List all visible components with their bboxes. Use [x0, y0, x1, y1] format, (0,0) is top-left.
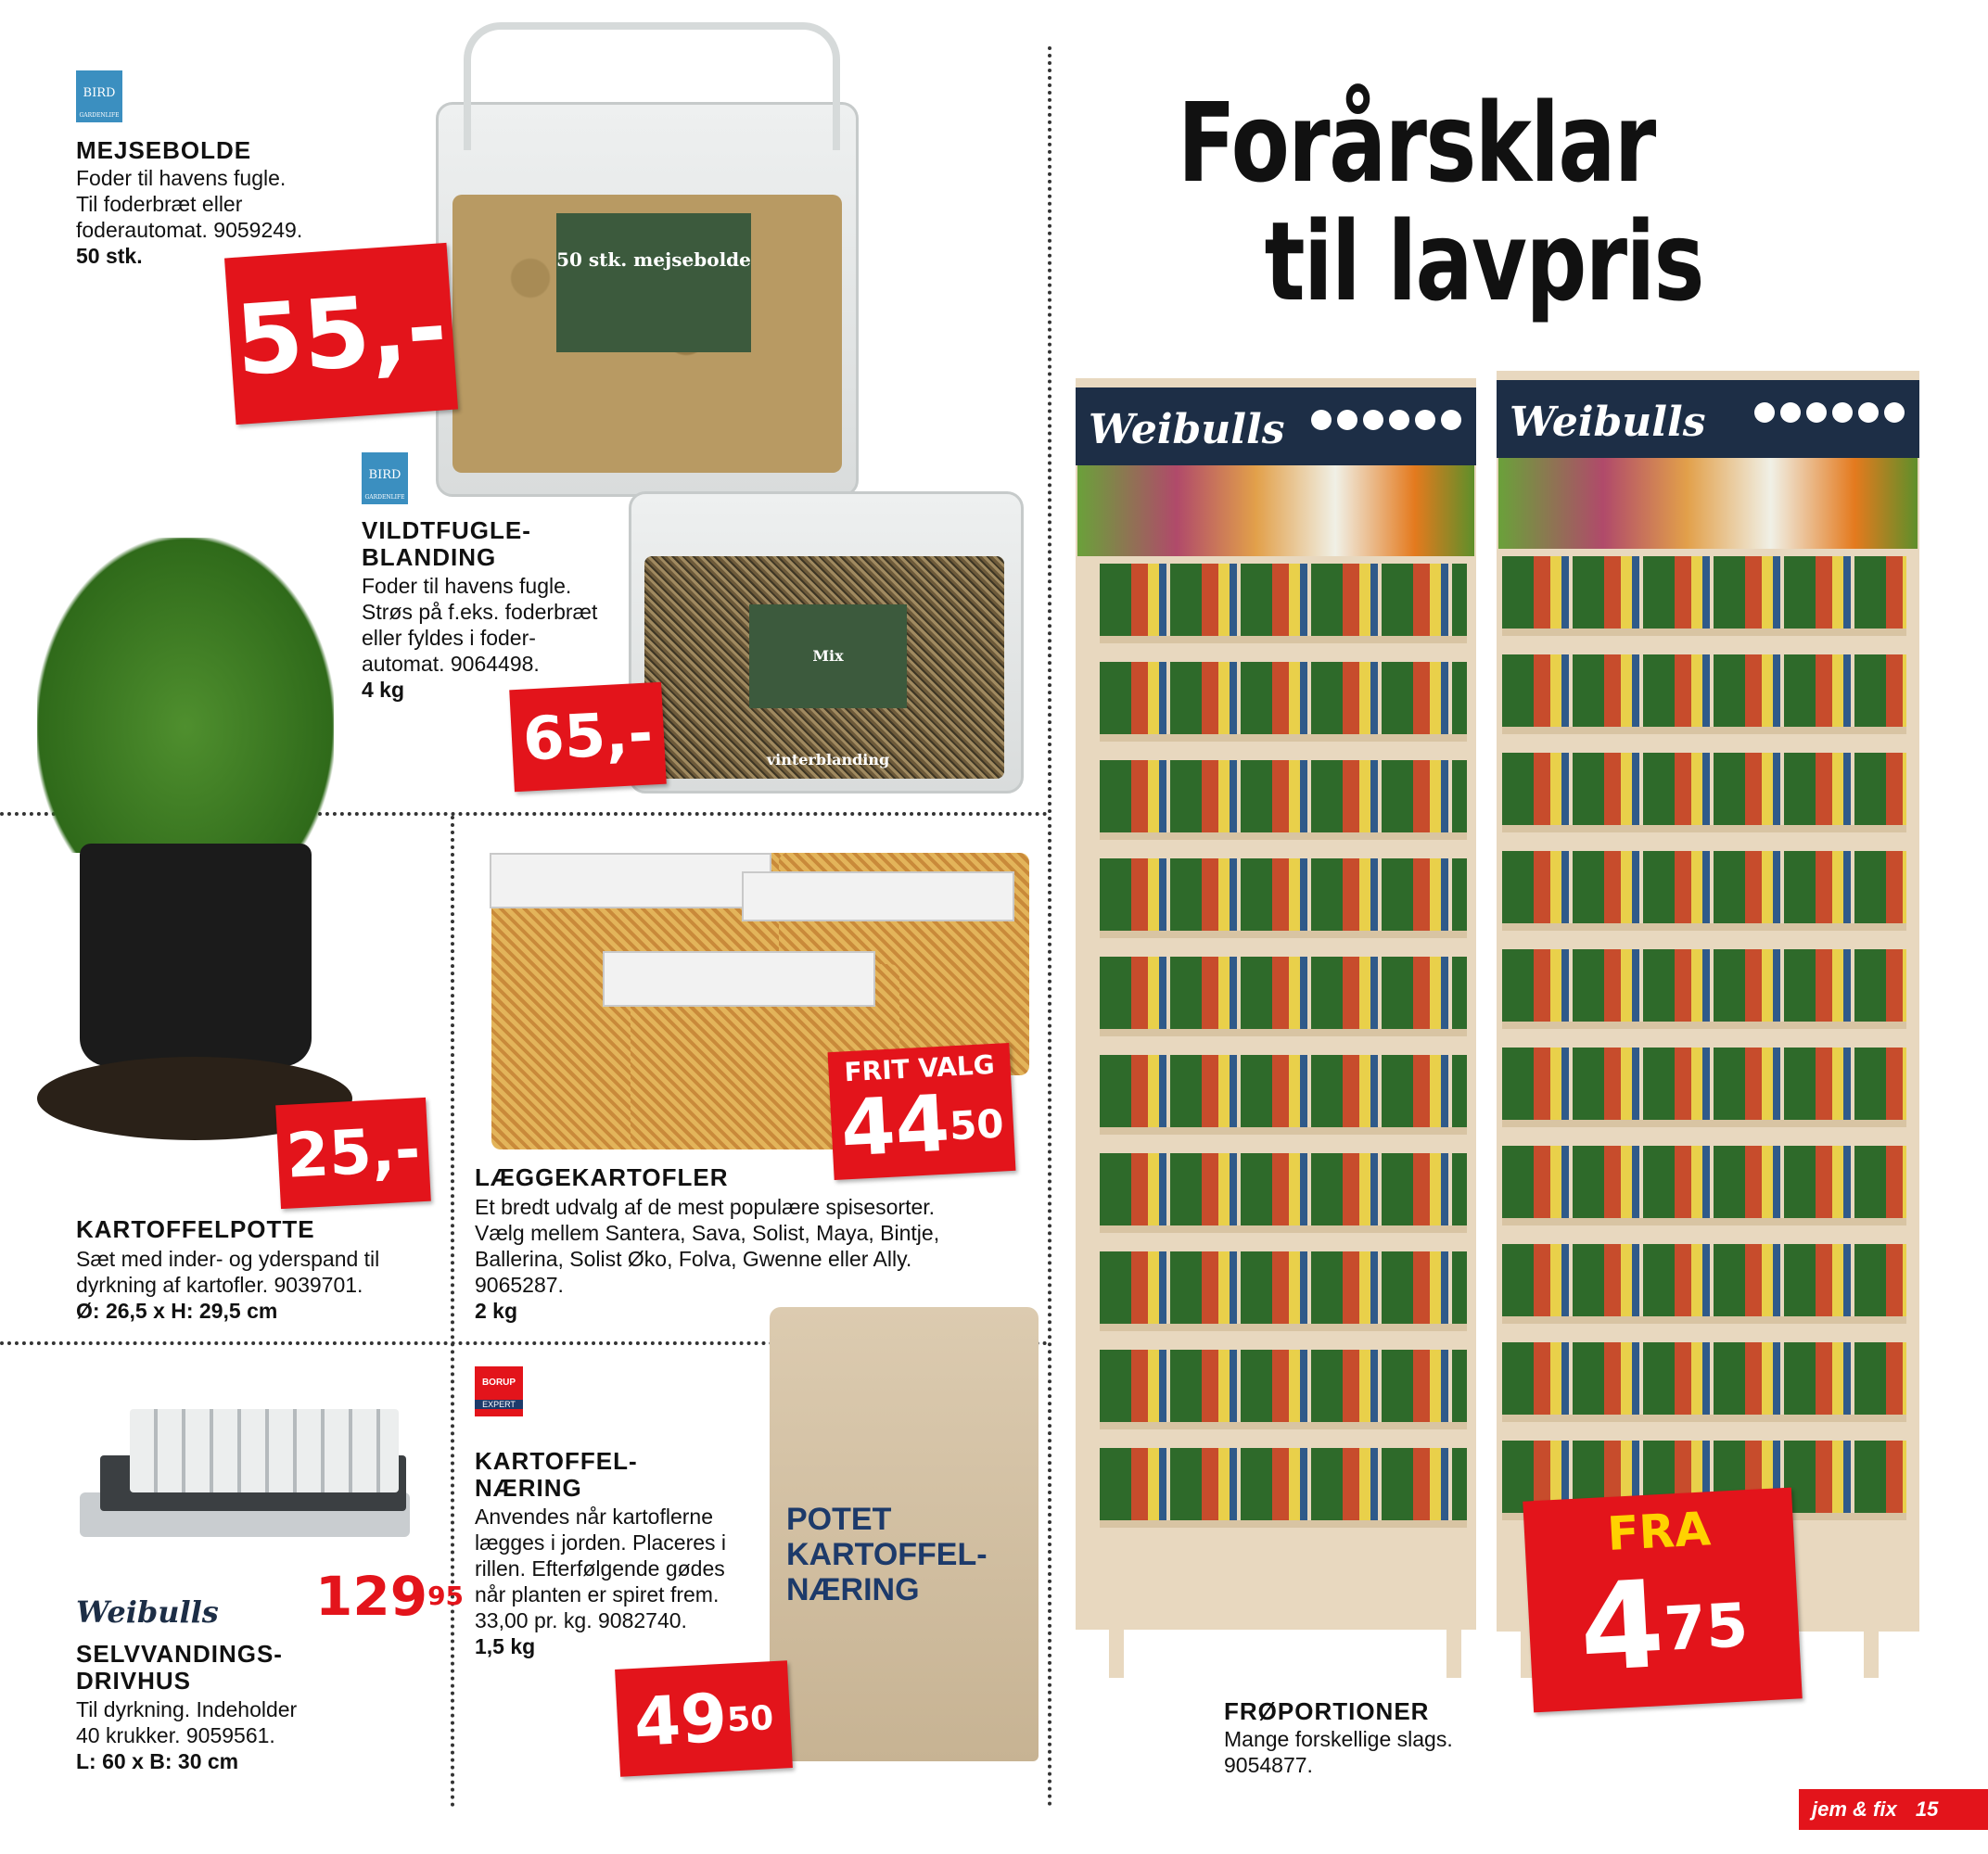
drivhus-description	[76, 1696, 297, 1774]
weibulls-rack-logo: Weibulls	[1089, 406, 1285, 453]
vildtfugle-title	[362, 517, 531, 571]
desc-line: rillen. Efterfølgende gødes	[475, 1556, 725, 1581]
drivhus-title	[76, 1641, 283, 1695]
seed-packet-row	[1502, 1146, 1906, 1225]
price-main: 49	[631, 1678, 730, 1761]
bird-brand-logo	[76, 70, 122, 122]
desc-line: Til dyrkning. Indeholder	[76, 1697, 298, 1721]
vildtfugle-quantity: 4 kg	[362, 678, 405, 702]
vildtfugle-description	[362, 573, 597, 703]
mejsebolde-description	[76, 165, 302, 269]
seed-packet-row	[1502, 654, 1906, 734]
seed-packet-row	[1100, 1153, 1467, 1233]
title-line: SELVVANDINGS-	[76, 1640, 283, 1668]
rack-leg	[1864, 1576, 1879, 1678]
seed-packet-row	[1100, 1448, 1467, 1528]
seed-packet-row	[1502, 949, 1906, 1029]
kartoffelpotte-title: KARTOFFELPOTTE	[76, 1215, 315, 1243]
desc-line: når planten er spiret frem.	[475, 1582, 720, 1606]
bird-brand-subtext: GARDENLIFE	[79, 112, 120, 119]
laeggekartofler-price-tag	[828, 1043, 1016, 1180]
title-line: NÆRING	[475, 1474, 582, 1502]
froportioner-price	[1526, 1552, 1802, 1699]
desc-line: Foder til havens fugle.	[362, 574, 572, 598]
vildtfugle-package-label	[749, 604, 907, 768]
kartoffelpotte-size: Ø: 26,5 x H: 29,5 cm	[76, 1299, 278, 1323]
seed-packet-row	[1100, 564, 1467, 643]
bag-text: POTET KARTOFFEL- NÆRING	[786, 1502, 988, 1607]
kartoffelnaering-quantity: 1,5 kg	[475, 1634, 536, 1658]
desc-line: 9054877.	[1224, 1753, 1313, 1777]
drivhus-price	[315, 1567, 464, 1626]
page-number: 15	[1915, 1797, 1939, 1821]
column-divider	[1048, 46, 1051, 1808]
desc-line: automat. 9064498.	[362, 652, 540, 676]
potato-pot-image	[80, 844, 312, 1066]
package-label-text: 50 stk. mejsebolde	[556, 248, 751, 271]
price-decimals: 50	[948, 1100, 1005, 1149]
drivhus-size: L: 60 x B: 30 cm	[76, 1749, 239, 1773]
package-label-text: Mix vinterblanding	[766, 647, 890, 768]
seed-packet-row	[1100, 760, 1467, 840]
footer-brand: jem & fix	[1812, 1797, 1897, 1821]
seed-packet-row	[1502, 1342, 1906, 1422]
kartoffelpotte-price-tag	[275, 1098, 431, 1209]
bucket-handle	[464, 22, 840, 150]
rack-header-right	[1497, 380, 1919, 458]
frit-valg-badge: FRIT VALG	[843, 1048, 996, 1088]
rack-header-left	[1076, 387, 1476, 465]
bag-label-image	[603, 951, 875, 1007]
price-main: 4	[1576, 1554, 1668, 1699]
seed-packet-row	[1100, 858, 1467, 938]
froportioner-description	[1224, 1726, 1453, 1778]
desc-line: Anvendes når kartoflerne	[475, 1505, 713, 1529]
mejsebolde-title: MEJSEBOLDE	[76, 136, 252, 164]
laeggekartofler-quantity: 2 kg	[475, 1299, 518, 1323]
bird-brand-text: BIRD	[368, 468, 401, 482]
rack-leg	[1446, 1576, 1461, 1678]
seed-packet-row	[1100, 1055, 1467, 1135]
seed-packet-row	[1502, 851, 1906, 931]
rack-dots	[1749, 402, 1905, 427]
vildtfugle-price: 65,-	[521, 699, 655, 775]
price-main: 44	[838, 1077, 952, 1175]
weibulls-rack-logo: Weibulls	[1510, 399, 1706, 446]
price-decimals: 95	[427, 1581, 465, 1611]
desc-line: 40 krukker. 9059561.	[76, 1723, 275, 1747]
vildtfugle-price-tag	[509, 682, 667, 792]
headline	[1178, 79, 1703, 325]
price-main: 129	[315, 1565, 428, 1628]
seed-packet-row	[1100, 662, 1467, 742]
vegetable-banner-right	[1498, 458, 1918, 549]
kartoffelnaering-description	[475, 1504, 726, 1659]
laeggekartofler-title: LÆGGEKARTOFLER	[475, 1163, 729, 1191]
desc-line: foderautomat. 9059249.	[76, 218, 303, 242]
desc-line: Foder til havens fugle.	[76, 166, 287, 190]
section-divider-mid	[451, 816, 454, 1808]
fertilizer-bag-text	[786, 1502, 988, 1607]
bag-label-image	[742, 871, 1014, 921]
rack-leg	[1109, 1576, 1124, 1678]
borup-expert-text: EXPERT	[475, 1400, 523, 1409]
rack-dots	[1306, 410, 1461, 435]
headline-line-1: Forårsklar	[1178, 79, 1655, 207]
seed-packet-row	[1100, 1350, 1467, 1429]
mejsebolde-price: 55,-	[232, 270, 451, 398]
headline-line-2: til lavpris	[1264, 197, 1703, 325]
desc-line: lægges i jorden. Placeres i	[475, 1530, 727, 1555]
kartoffelpotte-price: 25,-	[284, 1113, 423, 1192]
price-decimals: 50	[726, 1698, 775, 1740]
desc-line: eller fyldes i foder-	[362, 626, 536, 650]
footer-brand-tag	[1799, 1789, 1988, 1830]
seedling-cells-image	[130, 1409, 399, 1492]
kartoffelpotte-description	[76, 1246, 379, 1324]
desc-line: dyrkning af kartofler. 9039701.	[76, 1273, 363, 1297]
mejsebolde-quantity: 50 stk.	[76, 244, 143, 268]
bird-brand-subtext: GARDENLIFE	[364, 494, 405, 501]
title-line: VILDTFUGLE-	[362, 516, 531, 544]
desc-line: Sæt med inder- og yderspand til	[76, 1247, 380, 1271]
title-line: DRIVHUS	[76, 1667, 192, 1695]
weibulls-logo: Weibulls	[76, 1594, 219, 1630]
vegetable-banner-left	[1077, 465, 1474, 556]
desc-line: Mange forskellige slags.	[1224, 1727, 1453, 1751]
seed-packet-row	[1502, 556, 1906, 636]
price-decimals: 75	[1662, 1590, 1750, 1665]
fra-label: FRA	[1605, 1502, 1713, 1561]
kartoffelnaering-title	[475, 1448, 638, 1502]
desc-line: 33,00 pr. kg. 9082740.	[475, 1608, 687, 1632]
borup-brand-text: BORUP	[481, 1378, 516, 1388]
bird-brand-logo	[362, 452, 408, 504]
mejsebolde-package-label	[556, 213, 751, 352]
borup-brand-logo	[475, 1366, 523, 1416]
kartoffelnaering-price-tag	[615, 1660, 793, 1777]
potato-plant-image	[37, 538, 334, 853]
title-line: KARTOFFEL-	[475, 1447, 638, 1475]
froportioner-title: FRØPORTIONER	[1224, 1697, 1430, 1725]
seed-packet-row	[1100, 1251, 1467, 1331]
desc-line: 9065287.	[475, 1273, 564, 1297]
seed-packet-row	[1502, 753, 1906, 832]
mejsebolde-price-tag	[224, 243, 458, 425]
desc-line: Til foderbræt eller	[76, 192, 243, 216]
laeggekartofler-price	[830, 1077, 1015, 1175]
seed-packet-row	[1100, 957, 1467, 1036]
seed-packet-row	[1502, 1048, 1906, 1127]
froportioner-price-tag	[1523, 1488, 1803, 1713]
desc-line: Vælg mellem Santera, Sava, Solist, Maya, Bintje,	[475, 1221, 940, 1245]
desc-line: Strøs på f.eks. foderbræt	[362, 600, 598, 624]
desc-line: Et bredt udvalg af de mest populære spisesorter.	[475, 1195, 936, 1219]
seed-packet-row	[1502, 1244, 1906, 1324]
laeggekartofler-description	[475, 1194, 939, 1324]
bird-brand-text: BIRD	[83, 86, 116, 100]
title-line: BLANDING	[362, 543, 497, 571]
bag-label-image	[490, 853, 771, 908]
desc-line: Ballerina, Solist Øko, Folva, Gwenne eller Ally.	[475, 1247, 912, 1271]
